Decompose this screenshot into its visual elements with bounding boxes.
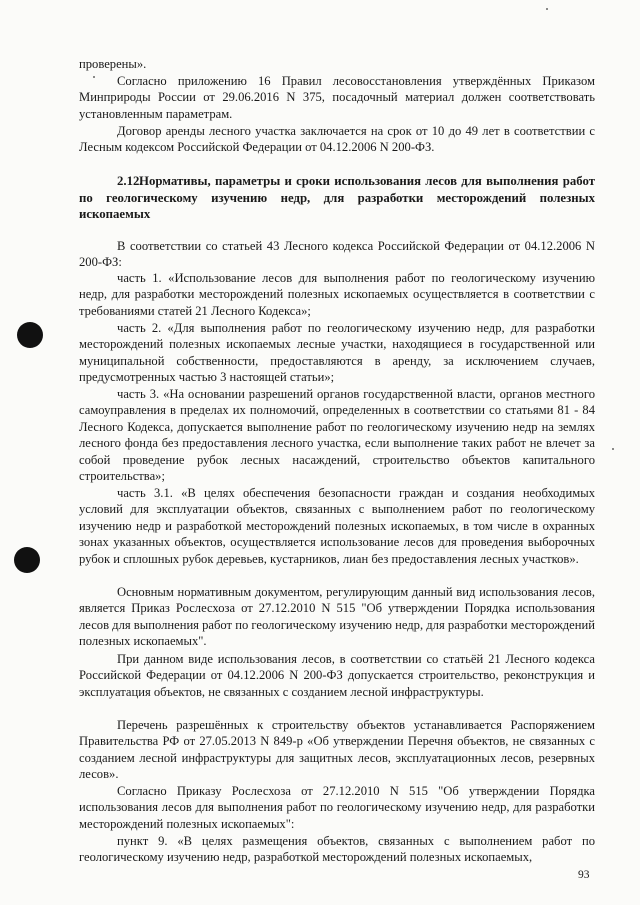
- paragraph-seedling-standards: Согласно приложению 16 Правил лесовосстановления утверждённых Приказом Минприроды России от 29.06.2016 N 375, посадочный материал должен соответствовать установленным параметрам.: [79, 74, 595, 121]
- paragraph-article-43: В соответствии со статьей 43 Лесного кодекса Российской Федерации от 04.12.2006 N 200-ФЗ:: [79, 239, 595, 270]
- scan-speck: [546, 8, 548, 10]
- paragraph-part-1: часть 1. «Использование лесов для выполнения работ по геологическому изучению недр, для разработки месторождений полезных ископаемых осуществляется в соответствии с требованиями статей 21 Лесного Кодекса»;: [79, 271, 595, 318]
- paragraph-object-list: Перечень разрешённых к строительству объектов устанавливается Распоряжением Правительства РФ от 27.05.2013 N 849-р «Об утверждении Перечня объектов, не связанных с созданием лесной инфраструктуры для защитных лесов, эксплуатационных лесов, резервных лесов».: [79, 718, 595, 782]
- section-title: Нормативы, параметры и сроки использования лесов для выполнения работ по геологическому изучению недр, для разработки месторождений полезных ископаемых: [79, 174, 595, 222]
- punch-hole-top: [17, 322, 43, 348]
- punch-hole-bottom: [14, 547, 40, 573]
- paragraph-part-3-1: часть 3.1. «В целях обеспечения безопасности граждан и создания необходимых условий для эксплуатации объектов, связанных с выполнением работ по геологическому изучению недр и разработкой месторождений полезных ископаемых, в том числе в охранных зонах указанных объектов, осуществляется использование лесов для проведения выборочных рубок и сплошных рубок деревьев, кустарников, лиан без предоставления лесных участков».: [79, 486, 595, 566]
- paragraph-continuation: проверены».: [79, 57, 147, 71]
- paragraph-order-515: Согласно Приказу Рослесхоза от 27.12.2010 N 515 "Об утверждении Порядка использования лесов для выполнения работ по геологическому изучению недр, для разработки месторождений полезных ископаемых":: [79, 784, 595, 831]
- paragraph-construction: При данном виде использования лесов, в соответствии со статьёй 21 Лесного кодекса Российской Федерации от 04.12.2006 N 200-ФЗ допускается строительство, реконструкция и эксплуатация объектов, не связанных с созданием лесной инфраструктуры.: [79, 652, 595, 699]
- paragraph-main-document: Основным нормативным документом, регулирующим данный вид использования лесов, является Приказ Рослесхоза от 27.12.2010 N 515 "Об утверждении Порядка использования лесов для выполнения работ по геологическому изучению недр, для разработки месторождений полезных ископаемых".: [79, 585, 595, 649]
- paragraph-part-2: часть 2. «Для выполнения работ по геологическому изучению недр, для разработки месторождений полезных ископаемых лесные участки, находящиеся в государственной или муниципальной собственности, предоставляются в аренду, за исключением случаев, предусмотренных частью 3 настоящей статьи»;: [79, 321, 595, 385]
- section-number: 2.12.: [117, 174, 143, 188]
- paragraph-lease-term: Договор аренды лесного участка заключается на срок от 10 до 49 лет в соответствии с Лесным кодексом Российской Федерации от 04.12.2006 N 200-ФЗ.: [79, 124, 595, 155]
- paragraph-point-9: пункт 9. «В целях размещения объектов, связанных с выполнением работ по геологическому изучению недр, разработкой месторождений полезных ископаемых,: [79, 834, 595, 865]
- section-heading: [79, 173, 595, 223]
- paragraph-part-3: часть 3. «На основании разрешений органов государственной власти, органов местного самоуправления в пределах их полномочий, определенных в соответствии со статьями 81 - 84 Лесного Кодекса, допускается выполнение работ по геологическому изучению недр на землях лесного фонда без предоставления лесного участка, если выполнение таких работ не влечет за собой проведение рубок лесных насаждений, строительство объектов капитального строительства»;: [79, 387, 595, 484]
- scan-speck: [93, 76, 95, 78]
- scan-speck: [612, 448, 614, 450]
- page-number: 93: [578, 869, 590, 881]
